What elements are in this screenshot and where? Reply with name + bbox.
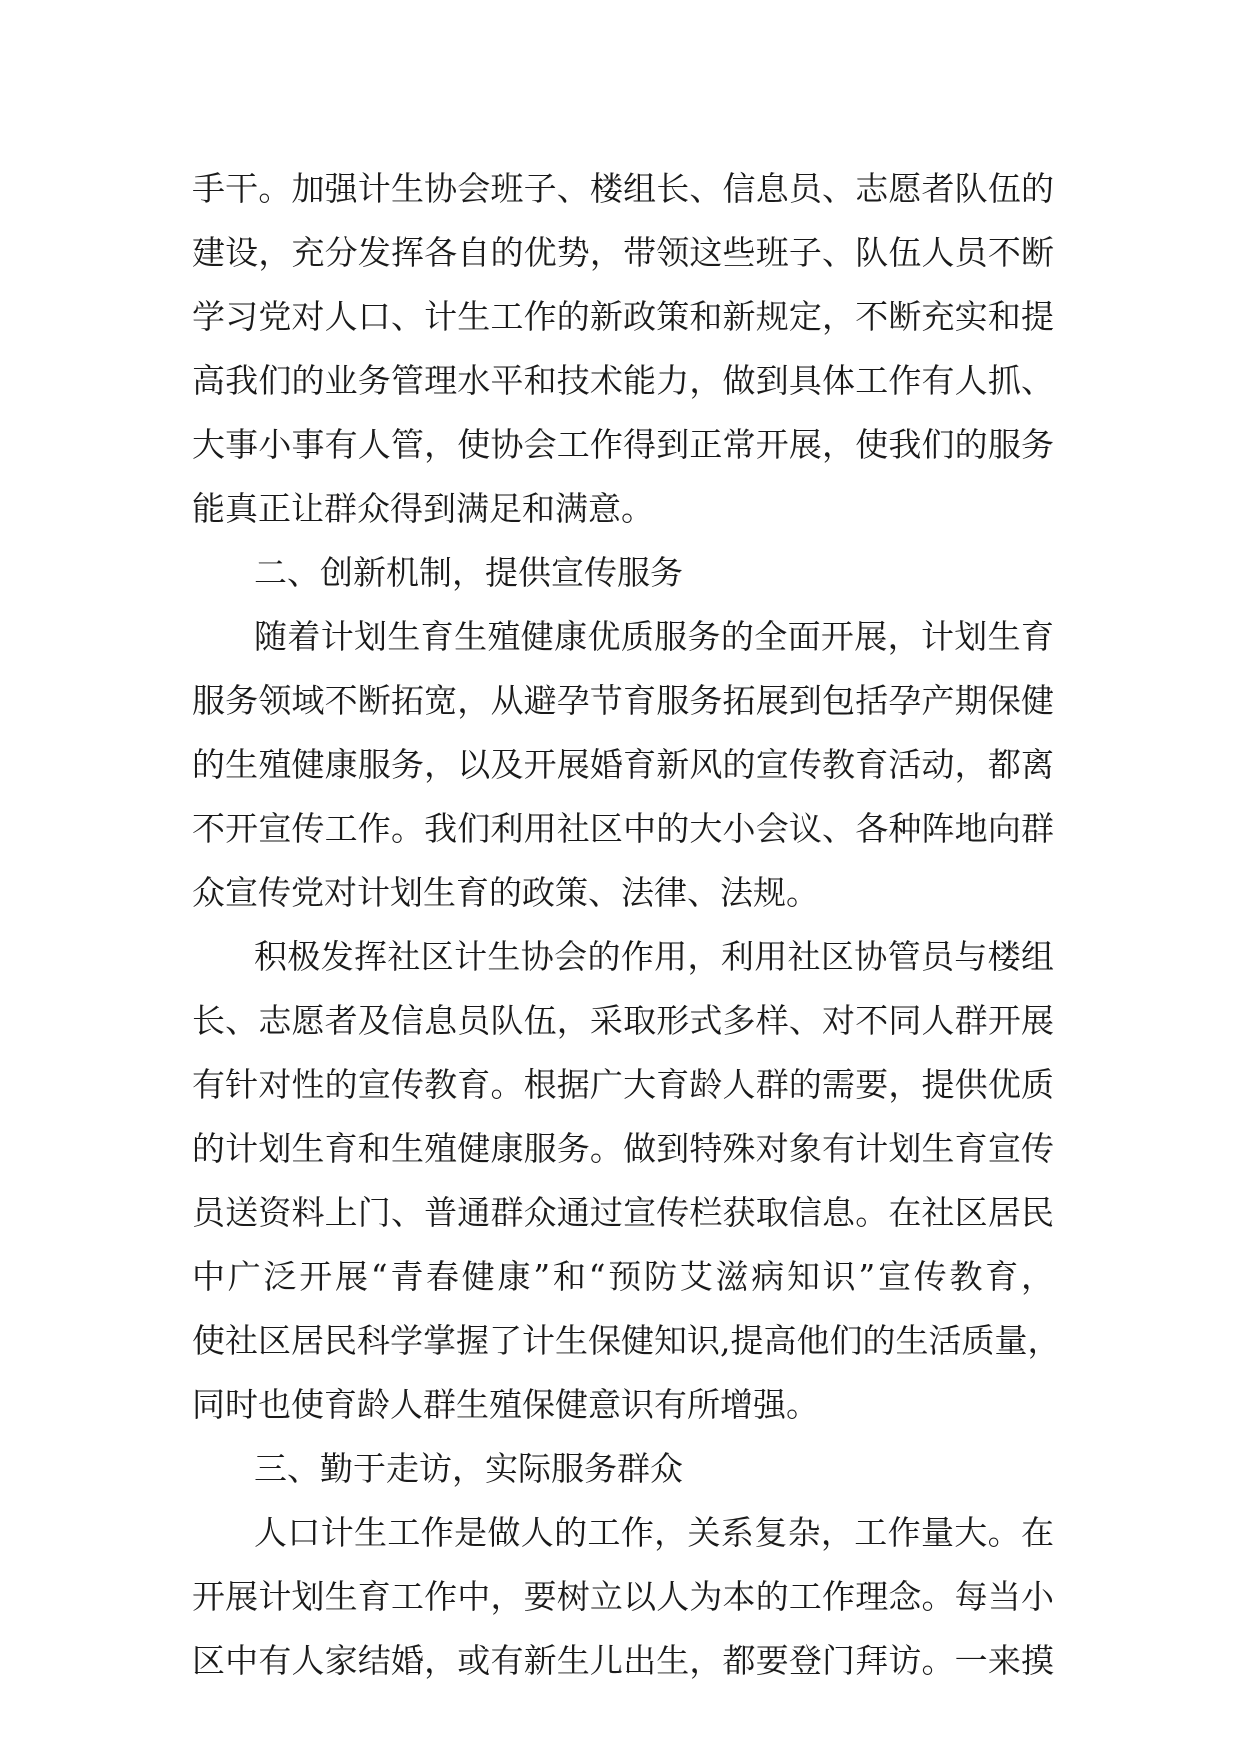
section-heading: 三、勤于走访，实际服务群众 [254, 1449, 683, 1488]
text-line: 能真正让群众得到满足和满意。 [192, 489, 654, 528]
text-line: 积极发挥社区计生协会的作用，利用社区协管员与楼组 [254, 937, 1054, 976]
text-line: 大事小事有人管，使协会工作得到正常开展，使我们的服务 [192, 425, 1054, 464]
text-line: 开展计划生育工作中，要树立以人为本的工作理念。每当小 [192, 1577, 1054, 1616]
text-line: 手干。加强计生协会班子、楼组长、信息员、志愿者队伍的 [192, 169, 1054, 208]
text-line: 建设，充分发挥各自的优势，带领这些班子、队伍人员不断 [192, 233, 1054, 272]
section-heading: 二、创新机制，提供宣传服务 [254, 553, 683, 592]
text-line: 区中有人家结婚，或有新生儿出生，都要登门拜访。一来摸 [192, 1641, 1054, 1680]
text-line: 众宣传党对计划生育的政策、法律、法规。 [192, 873, 819, 912]
text-line: 员送资料上门、普通群众通过宣传栏获取信息。在社区居民 [192, 1193, 1054, 1232]
text-line: 的计划生育和生殖健康服务。做到特殊对象有计划生育宣传 [192, 1129, 1054, 1168]
text-line: 长、志愿者及信息员队伍，采取形式多样、对不同人群开展 [192, 1001, 1054, 1040]
text-line: 不开宣传工作。我们利用社区中的大小会议、各种阵地向群 [192, 809, 1054, 848]
text-line: 同时也使育龄人群生殖保健意识有所增强。 [192, 1385, 819, 1424]
document-body [192, 157, 1061, 1693]
text-line: 使社区居民科学掌握了计生保健知识,提高他们的生活质量， [192, 1321, 1061, 1360]
text-line: 高我们的业务管理水平和技术能力，做到具体工作有人抓、 [192, 361, 1054, 400]
text-line: 服务领域不断拓宽，从避孕节育服务拓展到包括孕产期保健 [192, 681, 1054, 720]
text-line: 学习党对人口、计生工作的新政策和新规定，不断充实和提 [192, 297, 1054, 336]
text-line: 人口计生工作是做人的工作，关系复杂，工作量大。在 [254, 1513, 1054, 1552]
text-line: 随着计划生育生殖健康优质服务的全面开展，计划生育 [254, 617, 1054, 656]
text-line: 中广泛开展“青春健康”和“预防艾滋病知识”宣传教育， [192, 1257, 1054, 1296]
text-line: 有针对性的宣传教育。根据广大育龄人群的需要，提供优质 [192, 1065, 1054, 1104]
text-line: 的生殖健康服务，以及开展婚育新风的宣传教育活动，都离 [192, 745, 1054, 784]
